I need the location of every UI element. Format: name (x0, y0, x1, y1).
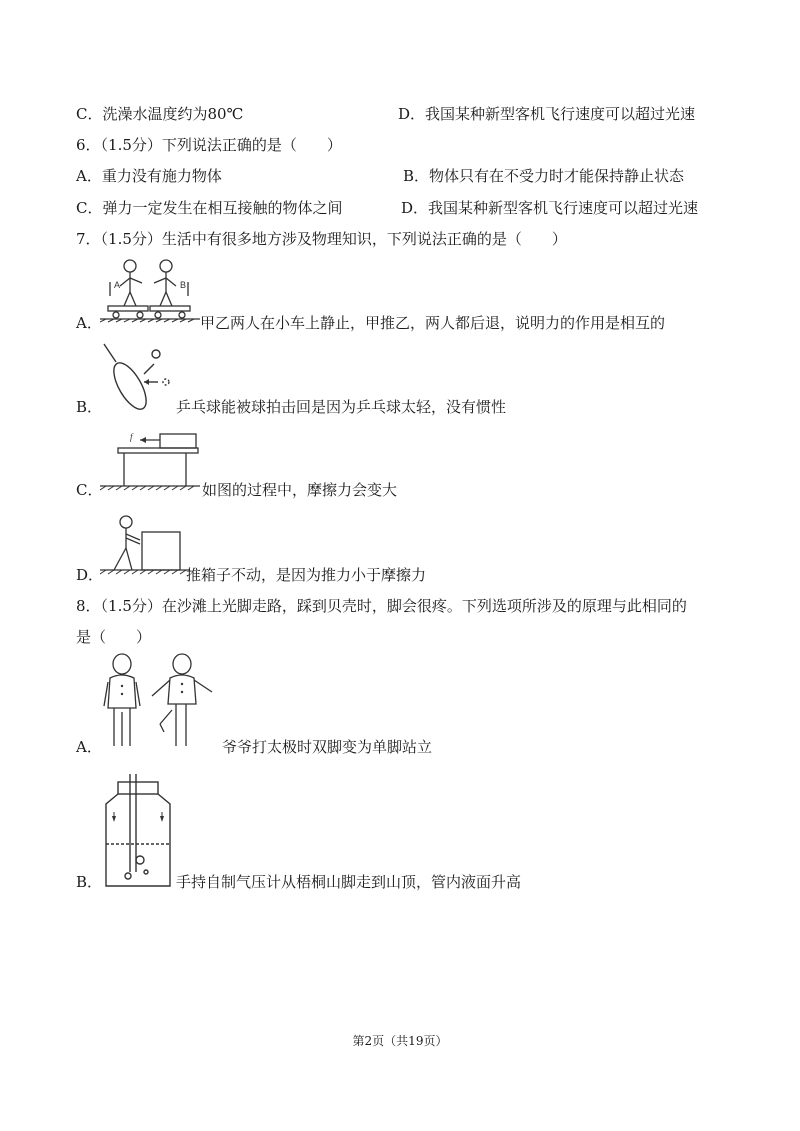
q7-figure-d-pushing-box (100, 510, 190, 582)
q8-option-b-letter: B． (76, 873, 103, 891)
q6-option-d: D．我国某种新型客机飞行速度可以超过光速 (401, 199, 699, 217)
q7-figure-a-carts (100, 256, 200, 328)
q8-figure-a-tai-chi (100, 652, 220, 750)
q7-option-d-letter: D． (76, 566, 104, 584)
q7-figure-b-paddle (100, 342, 180, 414)
q8-option-b-text: 手持自制气压计从梧桐山脚走到山顶，管内液面升高 (176, 873, 522, 891)
page-number: 第2页（共19页） (352, 1034, 448, 1048)
q6-option-b: B．物体只有在不受力时才能保持静止状态 (403, 167, 685, 185)
q7-figure-c-label-f: f (130, 432, 133, 442)
q7-figure-c-table (100, 426, 200, 496)
q8-stem-line2: 是（ ） (76, 628, 152, 646)
q8-option-a-text: 爷爷打太极时双脚变为单脚站立 (222, 738, 433, 756)
q7-figure-a-label-b: B (180, 280, 187, 290)
q7-option-b-text: 乒乓球能被球拍击回是因为乒乓球太轻，没有惯性 (176, 398, 507, 416)
q7-option-a-text: 甲乙两人在小车上静止，甲推乙，两人都后退，说明力的作用是相互的 (200, 314, 666, 332)
q7-option-a-letter: A． (76, 314, 102, 332)
q7-option-b-letter: B． (76, 398, 103, 416)
q7-option-c-letter: C． (76, 481, 103, 499)
q6-stem: 6．（1.5分）下列说法正确的是（ ） (76, 136, 342, 154)
q8-option-a-letter: A． (76, 738, 102, 756)
q5-option-c: C．洗澡水温度约为80℃ (76, 105, 244, 123)
q7-stem: 7．（1.5分）生活中有很多地方涉及物理知识，下列说法正确的是（ ） (76, 230, 567, 248)
q8-stem-line1: 8．（1.5分）在沙滩上光脚走路，踩到贝壳时，脚会很疼。下列选项所涉及的原理与此相同的 (76, 597, 687, 615)
q7-figure-a-label-a: A (114, 280, 121, 290)
q7-option-d-text: 推箱子不动，是因为推力小于摩擦力 (186, 566, 427, 584)
q5-option-d: D．我国某种新型客机飞行速度可以超过光速 (398, 105, 696, 123)
q6-option-c: C．弹力一定发生在相互接触的物体之间 (76, 199, 343, 217)
q7-option-c-text: 如图的过程中，摩擦力会变大 (202, 481, 398, 499)
q8-figure-b-barometer (100, 772, 176, 892)
q6-option-a: A．重力没有施力物体 (76, 167, 222, 185)
